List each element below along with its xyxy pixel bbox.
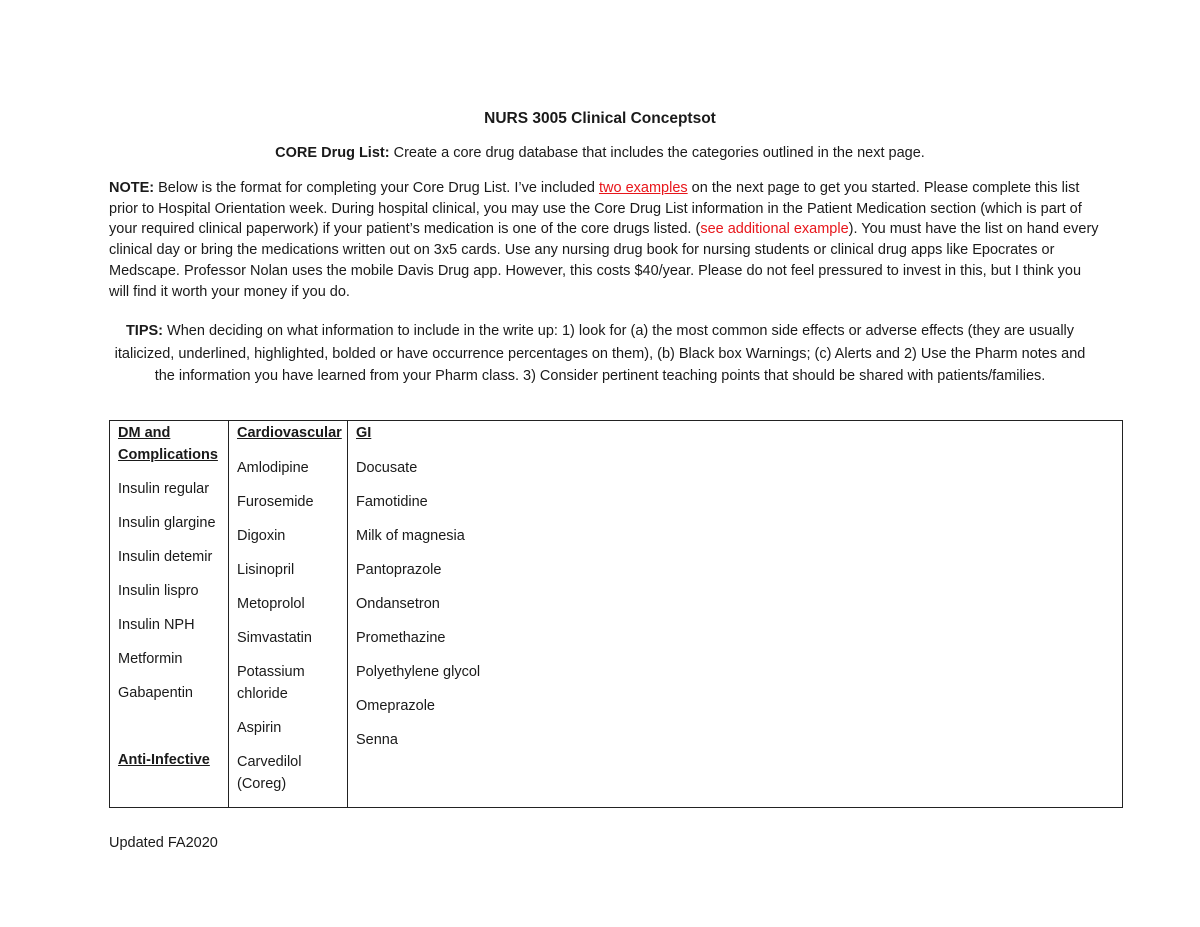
tips-text: When deciding on what information to include in the write up: 1) look for (a) the most common side effects or adverse effects (they are usually italicized, underlined, highlighted, bolded or have occurrence percentages on them), (b) Black box Warnings; (c) Alerts and 2) Use the Pharm notes and the information you have learned from your Pharm class. 3) Consider pertinent teaching points that should be shared with patients/families. [114,323,1086,384]
list-item: Polyethylene glycol [356,663,481,680]
list-item: Famotidine [356,493,428,510]
list-item: Simvastatin [237,629,312,646]
list-item: Docusate [356,459,418,476]
list-item: Digoxin [237,527,286,544]
dm-heading: DM and Complications [118,425,218,463]
core-drug-table [109,420,1123,808]
list-item: Ondansetron [356,595,440,612]
list-item: Metformin [118,651,183,667]
note-text-1: Below is the format for completing your Core Drug List. I’ve included [154,180,599,196]
core-drug-list-intro [0,145,1200,161]
two-examples-link[interactable]: two examples [598,180,688,196]
tips-paragraph [112,320,1088,388]
page-title: NURS 3005 Clinical Conceptsot [484,110,716,127]
tips-label: TIPS: [125,323,164,339]
cardiovascular-heading: Cardiovascular [237,425,342,441]
list-item: Omeprazole [356,697,435,714]
list-item: Lisinopril [237,561,295,578]
core-drug-list-text: Create a core drug database that includes the categories outlined in the next page. [389,145,925,161]
core-drug-list-label: CORE Drug List: [275,145,390,161]
list-item: Pantoprazole [356,561,442,578]
list-item: Potassium chloride [237,663,305,702]
note-paragraph [109,178,1099,302]
table-row [110,421,1123,808]
additional-example-link[interactable]: see additional example [700,221,849,238]
dm-column [110,421,229,808]
list-item: Aspirin [237,719,282,736]
cardiovascular-column [229,421,348,808]
list-item: Carvedilol (Coreg) [237,753,302,792]
list-item: Milk of magnesia [356,527,465,544]
list-item: Insulin regular [118,481,210,497]
anti-infective-heading: Anti-Infective [118,752,210,768]
list-item: Insulin lispro [118,583,199,599]
list-item: Insulin NPH [118,617,195,633]
gi-heading: GI [356,425,372,441]
note-text-3: ). You must have the list on hand every clinical day or bring the medications written out on 3x5 cards. Use any nursing drug book for nursing students or clinical drug apps like Epocrates or Medscape. Professor Nolan uses the mobile Davis Drug app. However, this costs $40/year. Please do not feel pressured to invest in this, but I think you will find it worth your money if you do. [109,221,1099,300]
gi-column [348,421,1123,808]
list-item: Furosemide [237,493,314,510]
list-item: Promethazine [356,629,446,646]
list-item: Insulin glargine [118,515,216,531]
note-label: NOTE: [109,180,155,196]
page-footer: Updated FA2020 [109,835,218,851]
list-item: Metoprolol [237,595,305,612]
list-item: Insulin detemir [118,549,213,565]
note-text-2: on the next page to get you started. Please complete this list prior to Hospital Orientation week. During hospital clinical, you may use the Core Drug List information in the Patient Medication section (which is part of your required clinical paperwork) if your patient’s medication is one of the core drugs listed. ( [109,180,1082,238]
list-item: Senna [356,731,398,748]
list-item: Gabapentin [118,685,193,701]
list-item: Amlodipine [237,459,309,476]
